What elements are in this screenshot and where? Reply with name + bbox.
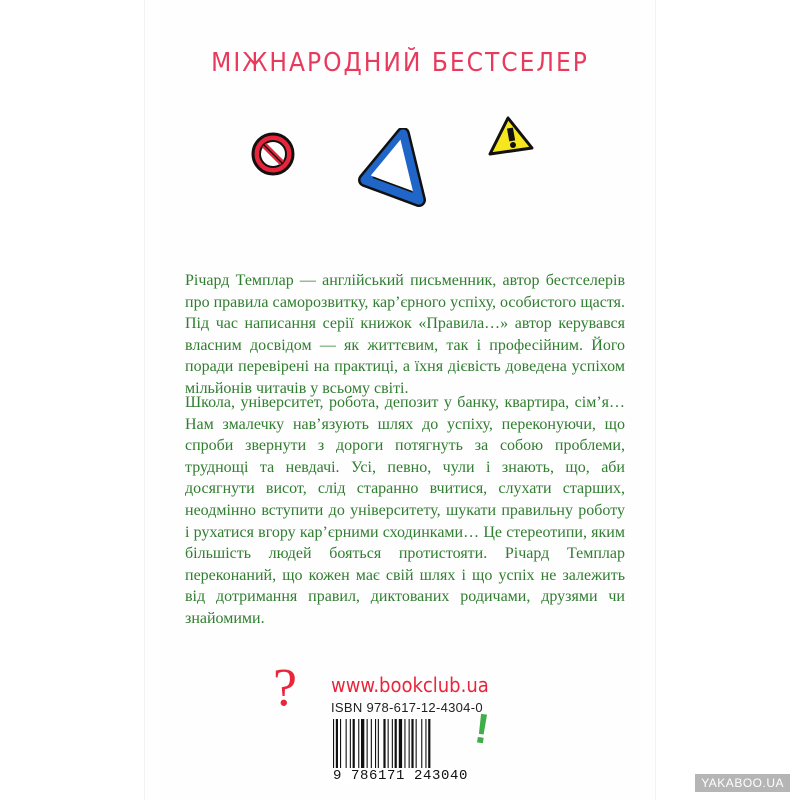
no-entry-icon <box>248 129 298 179</box>
question-mark: ? <box>273 657 297 717</box>
barcode-digits: 9 786171 243040 <box>333 768 469 784</box>
exclamation-mark: ! <box>471 704 493 753</box>
watermark: YAKABOO.UA <box>695 774 790 792</box>
warning-icon <box>486 114 538 162</box>
headline: МІЖНАРОДНИЙ БЕСТСЕЛЕР <box>211 48 589 78</box>
isbn: ISBN 978-617-12-4304-0 <box>331 700 483 715</box>
website-link: www.bookclub.ua <box>331 673 489 697</box>
triangle-icon <box>355 128 427 208</box>
author-bio: Річард Темплар — англійський письменник, автор бестселерів про правила саморозвитку, кар’єрного успіху, особистого щастя. Під час написання серії книжок «Правила…» автор керувався власним досвідом — як життєвим, так і професійним. Його поради перевірені на практиці, а їхня дієвість доведена успіхом мільйонів читачів у всьому світі. <box>185 272 625 397</box>
book-description: Школа, університет, робота, депозит у банку, квартира, сім’я… Нам змалечку нав’язують шлях до успіху, переконуючи, що спроби звернути з дороги потягнуть за собою проблеми, труднощі та невдачі. Усі, певно, чули і знають, що, аби досягнути висот, слід старанно вчитися, слухати старших, неодмінно вступити до університету, шукати правильну роботу і рухатися вгору кар’єрними сходинками… Це стереотипи, яким більшість людей бояться протистояти. Річард Темплар переконаний, що кожен має свій шлях і що успіх не залежить від дотримання правил, диктованих родичами, друзями чи знайомими. <box>185 394 625 627</box>
